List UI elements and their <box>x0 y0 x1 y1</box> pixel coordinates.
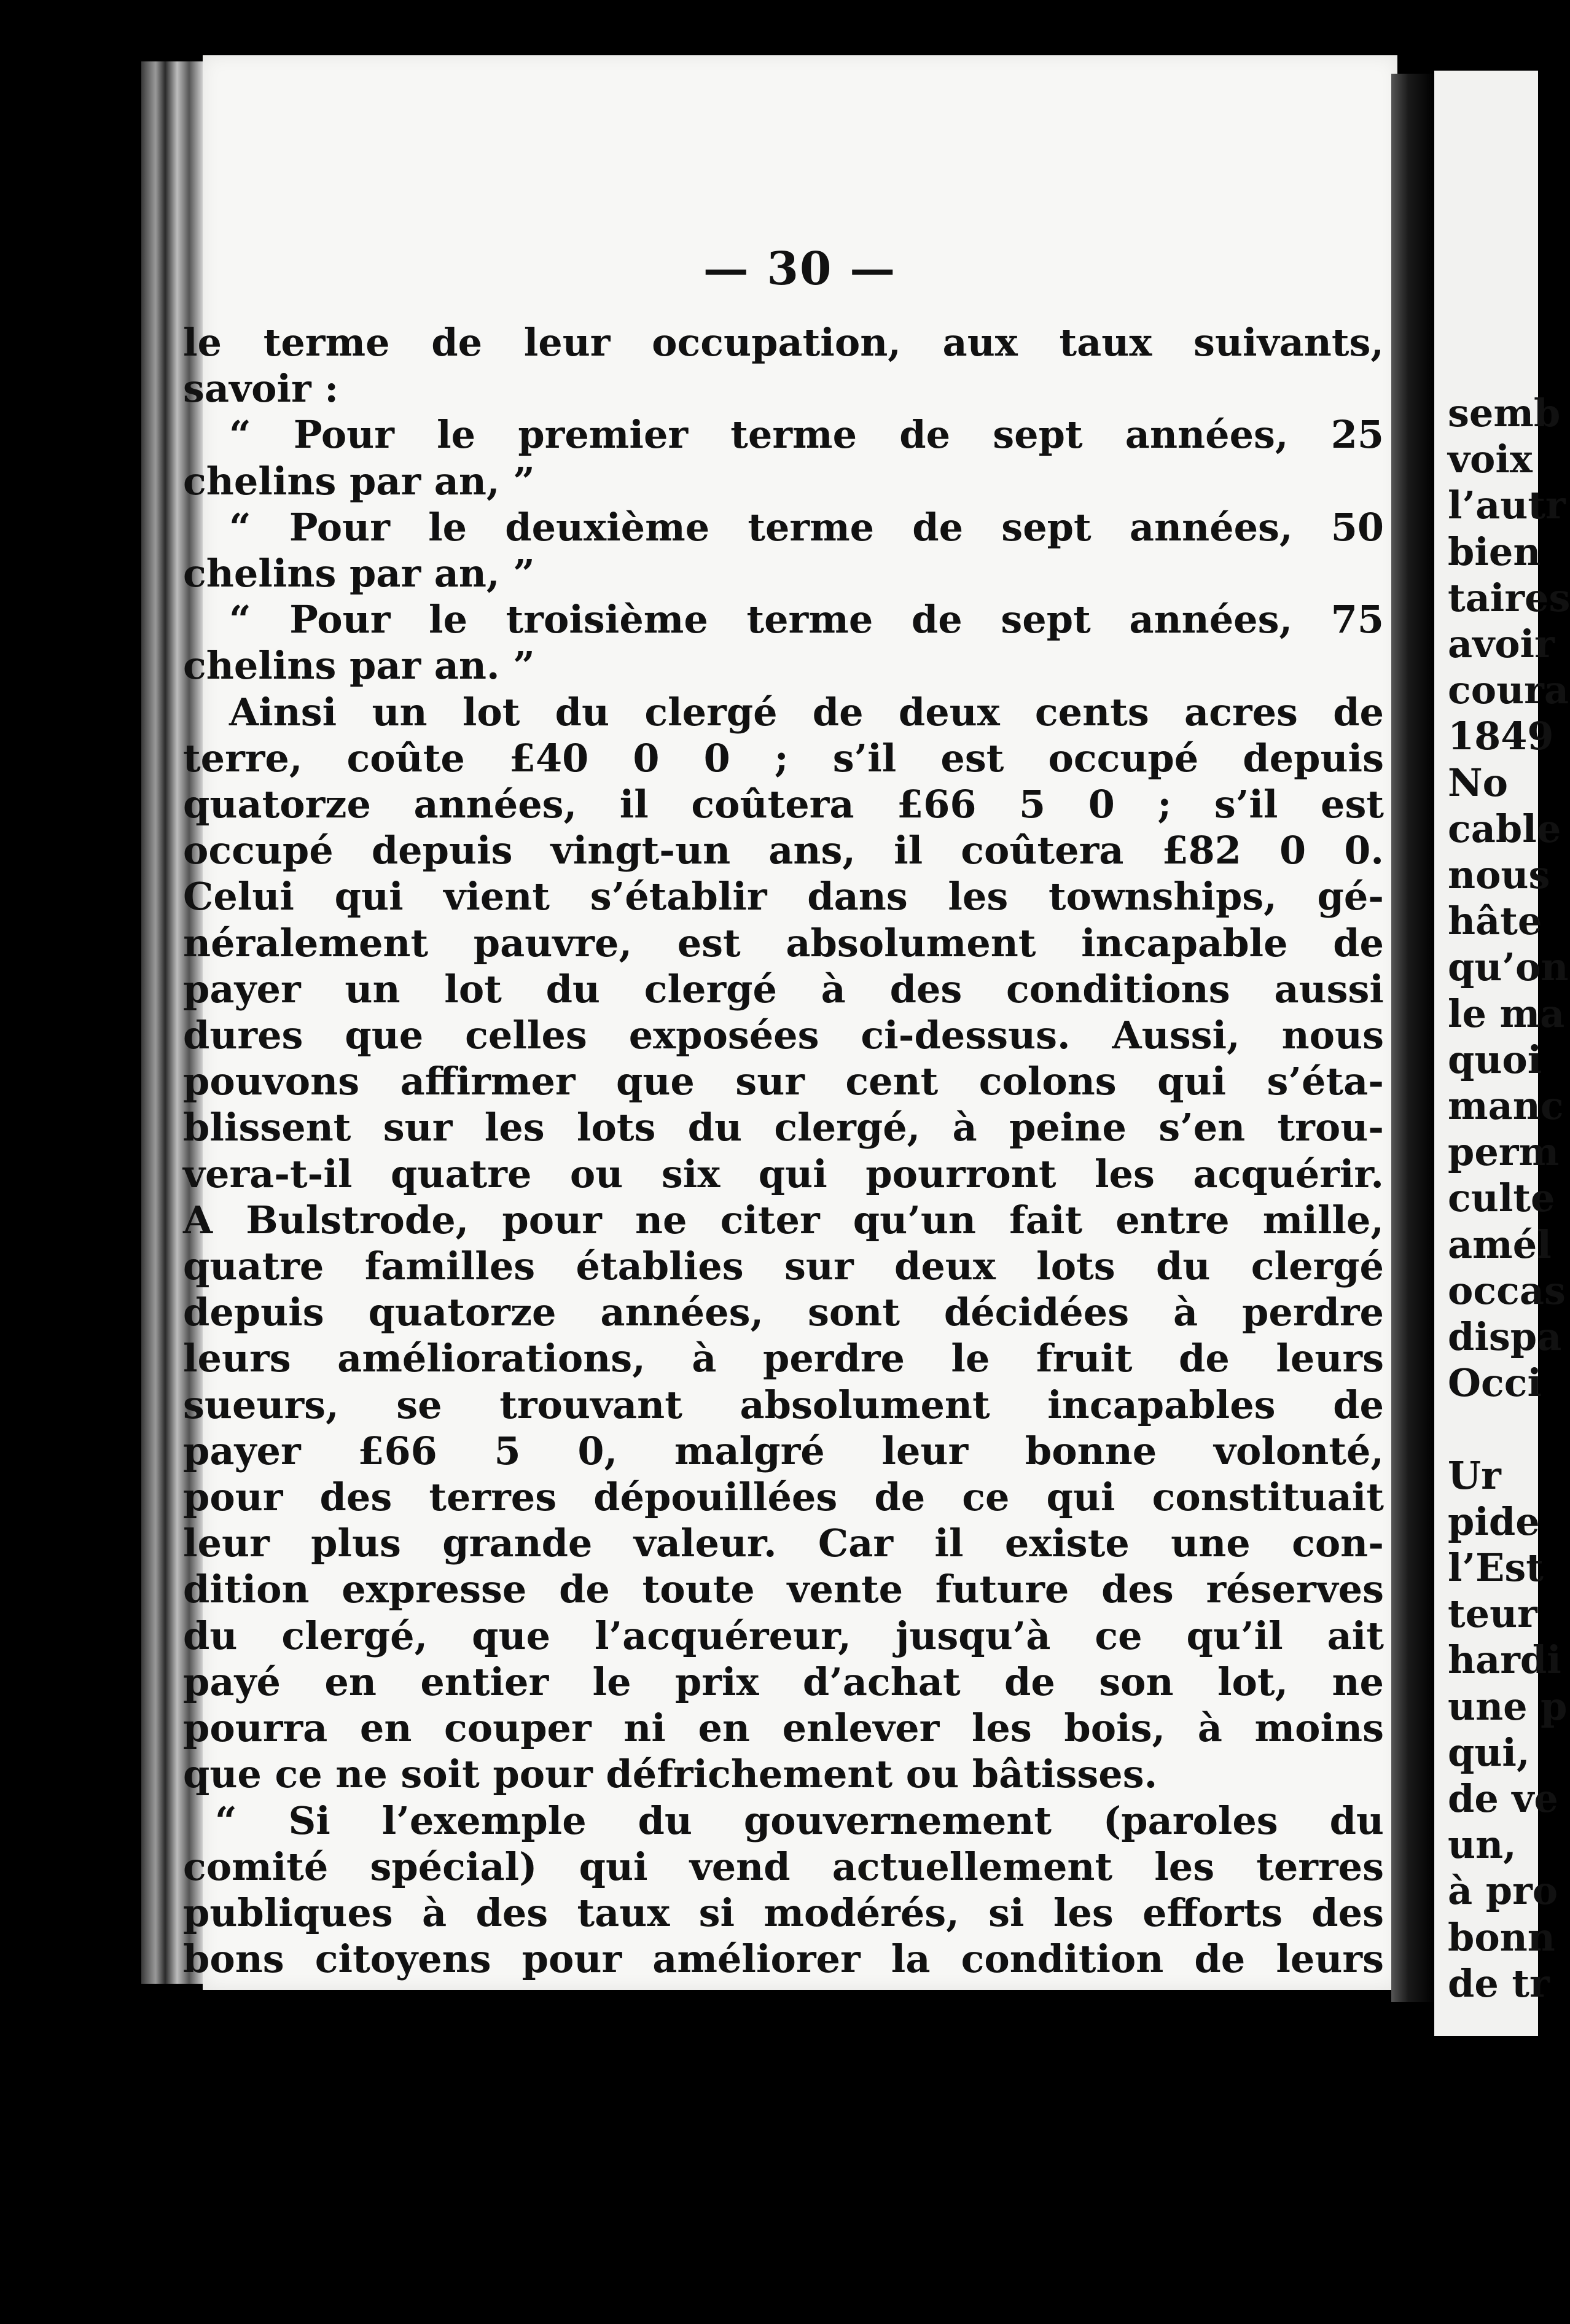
facing-page-line: à pro <box>1448 1868 1558 1914</box>
text-line: savoir : <box>183 366 339 411</box>
text-line: le terme de leur occupation, aux taux suivants, <box>183 320 1384 365</box>
facing-page-line: manc <box>1448 1083 1564 1129</box>
text-line: depuis quatorze années, sont décidées à perdre <box>183 1290 1384 1335</box>
text-line: A Bulstrode, pour ne citer qu’un fait entre mille, <box>183 1197 1384 1242</box>
text-line: “ Pour le troisième terme de sept années, 75 <box>229 597 1384 642</box>
text-line: Ainsi un lot du clergé de deux cents acres de <box>229 689 1384 735</box>
text-line: que ce ne soit pour défrichement ou bâtisses. <box>183 1752 1158 1797</box>
facing-page-line: cable <box>1448 806 1561 851</box>
text-line: “ Pour le deuxième terme de sept années, 50 <box>229 504 1384 550</box>
text-line: payer un lot du clergé à des conditions aussi <box>183 966 1384 1012</box>
facing-page-line: une p <box>1448 1683 1568 1729</box>
facing-page-line: amél <box>1448 1222 1552 1267</box>
facing-page-line: nous <box>1448 852 1550 898</box>
book-gutter <box>1391 74 1434 2002</box>
text-line: “ Pour le premier terme de sept années, 25 <box>229 412 1384 458</box>
facing-page-line: qui, <box>1448 1729 1530 1775</box>
text-line: “ Si l’exemple du gouvernement (paroles du <box>215 1798 1384 1843</box>
text-line: chelins par an, ” <box>183 551 535 596</box>
facing-page-line: hâte <box>1448 899 1542 944</box>
facing-page <box>1434 71 1570 2036</box>
text-line: vera-t-il quatre ou six qui pourront les acquérir. <box>183 1151 1384 1196</box>
text-line: payer £66 5 0, malgré leur bonne volonté, <box>183 1428 1384 1473</box>
facing-page-line <box>1448 1406 1570 1452</box>
text-line: quatorze années, il coûtera £66 5 0 ; s’il est <box>183 782 1384 827</box>
text-line: dition expresse de toute vente future des réserves <box>183 1567 1384 1612</box>
text-line: publiques à des taux si modérés, si les efforts des <box>183 1890 1384 1935</box>
text-line: leurs améliorations, à perdre le fruit de leurs <box>183 1336 1384 1381</box>
facing-page-line: le ma <box>1448 991 1565 1036</box>
text-line: pourra en couper ni en enlever les bois, à moins <box>183 1706 1384 1751</box>
text-line: pouvons affirmer que sur cent colons qui s’éta- <box>183 1059 1384 1104</box>
page-body-text <box>183 319 1384 1982</box>
text-line: pour des terres dépouillées de ce qui constituait <box>183 1475 1384 1520</box>
facing-page-line: semb <box>1448 391 1561 435</box>
text-line: chelins par an, ” <box>183 458 535 504</box>
text-line: comité spécial) qui vend actuellement les terres <box>183 1844 1384 1889</box>
facing-page-line: bien <box>1448 529 1541 574</box>
text-line: bons citoyens pour améliorer la condition de leurs <box>183 1936 1384 1982</box>
facing-page-line: 1849 <box>1448 714 1554 759</box>
facing-page-line: Ur <box>1448 1452 1501 1498</box>
facing-page-line: Occi <box>1448 1360 1542 1406</box>
text-line: blissent sur les lots du clergé, à peine s’en trou- <box>183 1105 1384 1150</box>
text-line: néralement pauvre, est absolument incapable de <box>183 920 1384 965</box>
page-number: — 30 — <box>703 243 897 295</box>
facing-page-line: l’Est <box>1448 1545 1544 1591</box>
facing-page-line: hardi <box>1448 1637 1561 1683</box>
text-line: dures que celles exposées ci-dessus. Aussi, nous <box>183 1013 1384 1058</box>
text-line: sueurs, se trouvant absolument incapables de <box>183 1382 1384 1427</box>
facing-page-line: culte <box>1448 1176 1555 1221</box>
facing-page-line: teur <box>1448 1591 1537 1637</box>
facing-page-line: taires <box>1448 575 1570 620</box>
text-line: Celui qui vient s’établir dans les townships, gé- <box>183 874 1384 919</box>
facing-page-line: un, <box>1448 1822 1517 1868</box>
facing-page-line: coura <box>1448 668 1569 713</box>
facing-page-line: bonn <box>1448 1914 1555 1960</box>
facing-page-line: perm <box>1448 1129 1560 1175</box>
facing-page-line: de tr <box>1448 1960 1550 2006</box>
text-line: terre, coûte £40 0 0 ; s’il est occupé depuis <box>183 735 1384 781</box>
facing-page-line: pide <box>1448 1499 1540 1544</box>
facing-page-line: occas <box>1448 1268 1566 1313</box>
text-line: leur plus grande valeur. Car il existe une con- <box>183 1521 1384 1566</box>
text-line: occupé depuis vingt-un ans, il coûtera £82 0 0. <box>183 828 1384 873</box>
text-line: chelins par an. ” <box>183 643 535 688</box>
facing-page-line: l’autr <box>1448 483 1566 528</box>
facing-page-text <box>1448 390 1570 2006</box>
facing-page-line: avoir <box>1448 622 1555 667</box>
facing-page-line: dispa <box>1448 1314 1562 1360</box>
text-line: payé en entier le prix d’achat de son lot, ne <box>183 1659 1384 1704</box>
facing-page-line: de ve <box>1448 1776 1558 1822</box>
facing-page-line: voix <box>1448 437 1533 482</box>
text-line: quatre familles établies sur deux lots du clergé <box>183 1244 1384 1289</box>
text-line: du clergé, que l’acquéreur, jusqu’à ce qu’il ait <box>183 1613 1384 1658</box>
facing-page-line: quoi <box>1448 1037 1542 1082</box>
facing-page-line: No <box>1448 760 1509 805</box>
facing-page-line: qu’on <box>1448 945 1569 990</box>
